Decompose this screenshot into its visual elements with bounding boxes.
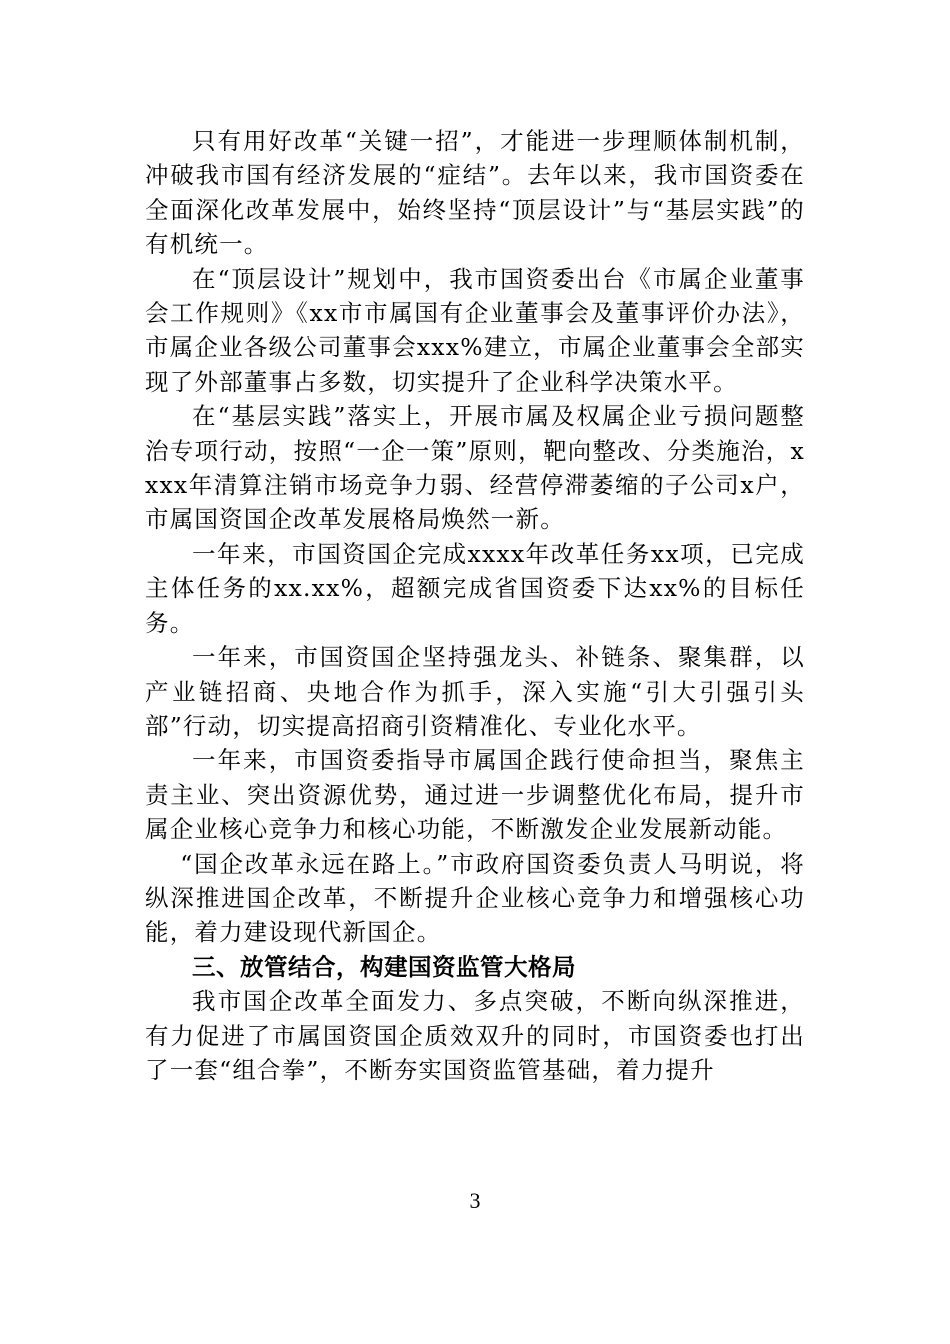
paragraph-reform-key-move: 只有用好改革“关键一招”，才能进一步理顺体制机制，冲破我市国有经济发展的“症结”。去年以来，我市国资委在全面深化改革发展中，始终坚持“顶层设计”与“基层实践”的有机统一。 [145, 127, 805, 259]
paragraph-grassroots-practice: 在“基层实践”落实上，开展市属及权属企业亏损问题整治专项行动，按照“一企一策”原则，靶向整改、分类施治，xxxx年清算注销市场竞争力弱、经营停滞萎缩的子公司x户，市属国资国企改革发展格局焕然一新。 [145, 402, 805, 534]
paragraph-core-competitiveness: 一年来，市国资委指导市属国企践行使命担当，聚焦主责主业、突出资源优势，通过进一步调整优化布局，提升市属企业核心竞争力和核心功能，不断激发企业发展新动能。 [145, 746, 805, 844]
paragraph-top-level-design: 在“顶层设计”规划中，我市国资委出台《市属企业董事会工作规则》《xx市市属国有企业董事会及董事评价办法》，市属企业各级公司董事会xxx%建立，市属企业董事会全部实现了外部董事占多数，切实提升了企业科学决策水平。 [145, 264, 805, 396]
paragraph-supervision-framework: 我市国企改革全面发力、多点突破，不断向纵深推进，有力促进了市属国资国企质效双升的同时，市国资委也打出了一套“组合拳”，不断夯实国资监管基础，着力提升 [145, 987, 805, 1084]
document-body [145, 124, 805, 1087]
page-number: 3 [469, 1188, 481, 1213]
paragraph-reform-on-the-road: “国企改革永远在路上。”市政府国资委负责人马明说，将纵深推进国企改革，不断提升企业核心竞争力和增强核心功能，着力建设现代新国企。 [145, 849, 805, 947]
section-heading: 三、放管结合，构建国资监管大格局 [192, 952, 576, 981]
paragraph-industry-chain: 一年来，市国资国企坚持强龙头、补链条、聚集群，以产业链招商、央地合作为抓手，深入实施“引大引强引头部”行动，切实提高招商引资精准化、专业化水平。 [145, 643, 805, 740]
paragraph-reform-tasks: 一年来，市国资国企完成xxxx年改革任务xx项，已完成主体任务的xx.xx%，超额完成省国资委下达xx%的目标任务。 [145, 539, 805, 637]
